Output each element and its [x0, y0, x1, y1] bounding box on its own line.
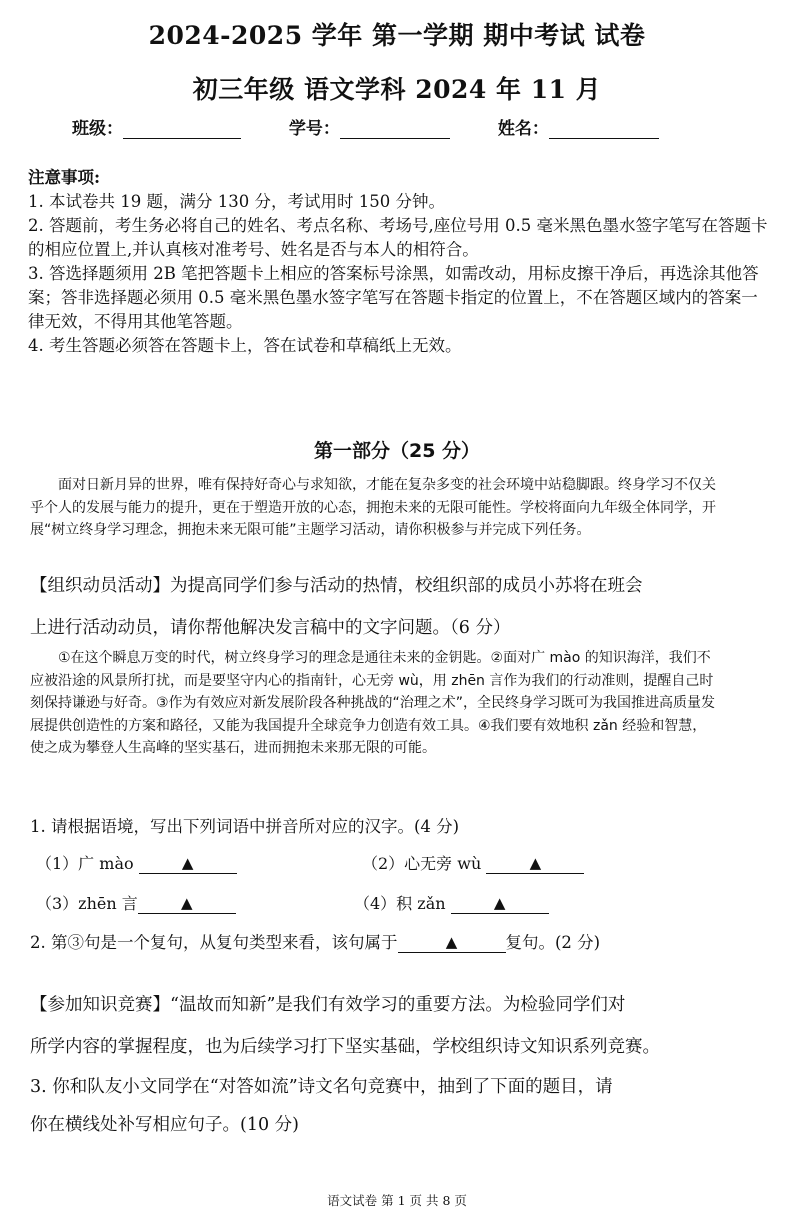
- notes-heading: 注意事项:: [28, 168, 101, 187]
- task2-text-line2: 所学内容的掌握程度，也为后续学习打下坚实基础，学校组织诗文知识系列竞赛。: [30, 1037, 660, 1057]
- answer-blank[interactable]: ▲: [398, 932, 506, 953]
- class-blank[interactable]: [123, 120, 241, 139]
- question-2-suffix: 复句。(2 分): [505, 933, 601, 952]
- exam-title: 2024-2025 学年 第一学期 期中考试 试卷: [148, 21, 646, 50]
- exam-subtitle: 初三年级 语文学科 2024 年 11 月: [192, 75, 602, 104]
- task1-text-line1: 【组织动员活动】为提高同学们参与活动的热情，校组织部的成员小苏将在班会: [30, 576, 643, 596]
- q1-blank-3: [36, 891, 236, 914]
- name-label: 姓名：: [497, 119, 549, 139]
- question-1: 1. 请根据语境，写出下列词语中拼音所对应的汉字。(4 分): [30, 817, 460, 836]
- id-blank[interactable]: [340, 120, 450, 139]
- note-item: 1. 本试卷共 19 题，满分 130 分，考试用时 150 分钟。: [28, 192, 445, 211]
- answer-blank[interactable]: ▲: [451, 893, 549, 914]
- class-field: [72, 114, 241, 139]
- speech-passage: ①在这个瞬息万变的时代，树立终身学习的理念是通往未来的金钥匙。②面对广 mào 的知识海洋，我们不应被沿途的风景所打扰，而是要坚守内心的指南针，心无旁 wù，用 zhēn 言作为我们的行动准则，提醒自己时刻保持谦逊与好奇。③作为有效应对新发展阶段各种挑战的“治理之术”，全民终身学习既可为我国推进高质量发展提供创造性的方案和路径，又能为我国提升全球竞争力创造有效工具。④我们要有效地积 zǎn 经验和智慧，使之成为攀登人生高峰的坚实基石，进而拥抱未来那无限的可能。: [30, 650, 716, 756]
- part1-intro: 面对日新月异的世界，唯有保持好奇心与求知欲，才能在复杂多变的社会环境中站稳脚跟。终身学习不仅关乎个人的发展与能力的提升，更在于塑造开放的心态，拥抱未来的无限可能性。学校将面向九年级全体同学，开展“树立终身学习理念，拥抱未来无限可能”主题学习活动，请你积极参与并完成下列任务。: [30, 477, 716, 538]
- question-3-line1: 3. 你和队友小文同学在“对答如流”诗文名句竞赛中，抽到了下面的题目，请: [30, 1077, 613, 1097]
- q1-blank-1: [36, 851, 237, 874]
- page-footer: 语文试卷 第 1 页 共 8 页: [327, 1193, 467, 1208]
- q1-blank-4: [354, 891, 549, 914]
- answer-blank[interactable]: ▲: [138, 893, 236, 914]
- note-item: 3. 答选择题须用 2B 笔把答题卡上相应的答案标号涂黑，如需改动，用标皮擦干净后，再选涂其他答案；答非选择题必须用 0.5 毫米黑色墨水签字笔写在答题卡指定的位置上，不在答题区域内的答案一律无效，不得用其他笔答题。: [28, 264, 759, 331]
- note-item: 2. 答题前，考生务必将自己的姓名、考点名称、考场号,座位号用 0.5 毫米黑色墨水签字笔写在答题卡的相应位置上,并认真核对准考号、姓名是否与本人的相符合。: [28, 216, 768, 259]
- question-2-text: 2. 第③句是一个复句，从复句类型来看，该句属于: [30, 933, 398, 952]
- name-blank[interactable]: [549, 120, 659, 139]
- question-3-line2: 你在横线处补写相应句子。(10 分): [30, 1115, 299, 1135]
- q1-blank-4-label: （4）积 zǎn: [354, 894, 451, 913]
- note-item: 4. 考生答题必须答在答题卡上，答在试卷和草稿纸上无效。: [28, 336, 462, 355]
- student-info-row: [72, 114, 701, 139]
- q1-blank-2-label: （2）心无旁 wù: [362, 854, 487, 873]
- q1-blank-1-label: （1）广 mào: [36, 854, 139, 873]
- id-label: 学号：: [288, 119, 340, 139]
- task1-text-line2: 上进行活动动员，请你帮他解决发言稿中的文字问题。（6 分）: [30, 618, 511, 638]
- id-field: [289, 114, 450, 139]
- task2-text-line1: 【参加知识竞赛】“温故而知新”是我们有效学习的重要方法。为检验同学们对: [30, 995, 626, 1015]
- name-field: [498, 114, 659, 139]
- class-label: 班级：: [72, 119, 123, 139]
- notes-section: [28, 166, 768, 358]
- q1-blank-3-label: （3）zhēn 言: [36, 894, 138, 913]
- q1-blank-2: [362, 851, 584, 874]
- answer-blank[interactable]: ▲: [486, 853, 584, 874]
- answer-blank[interactable]: ▲: [139, 853, 237, 874]
- part1-title: 第一部分（25 分）: [313, 440, 481, 462]
- question-2: [30, 929, 600, 953]
